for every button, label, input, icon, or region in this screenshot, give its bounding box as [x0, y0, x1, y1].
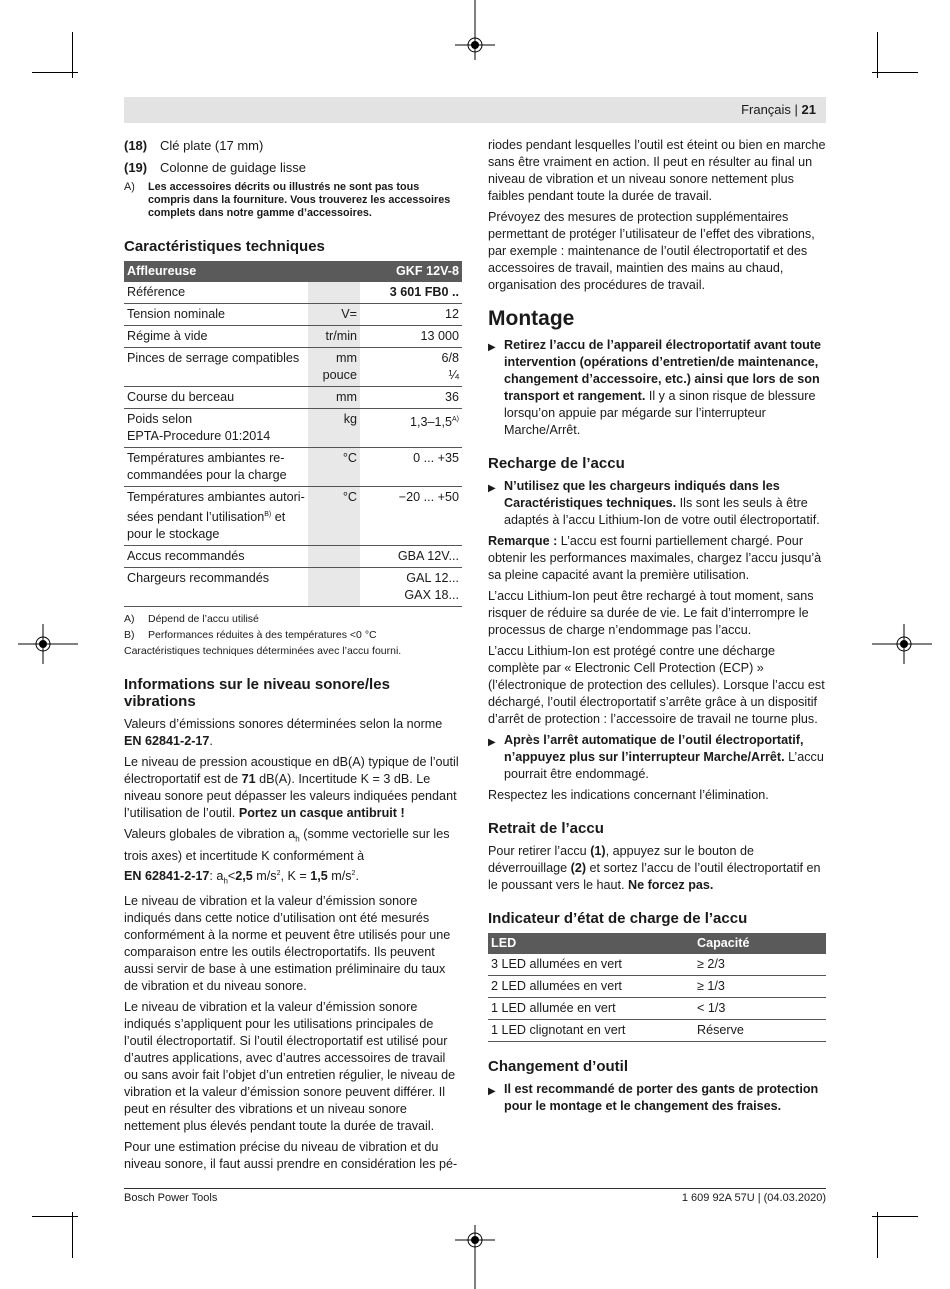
table-row — [124, 409, 462, 448]
page-number: 21 — [801, 102, 816, 117]
crop-mark — [872, 72, 918, 73]
text: : a — [209, 868, 224, 883]
crop-mark — [877, 1212, 878, 1258]
table-header-row — [488, 933, 826, 954]
left-column — [124, 137, 462, 1177]
table-cell: < 1/3 — [694, 998, 826, 1020]
item-number: (18) — [124, 138, 148, 153]
section-title-tech: Caractéristiques techniques — [124, 238, 325, 255]
footnotes — [124, 613, 462, 658]
footnote — [124, 613, 462, 626]
text: < — [227, 868, 236, 883]
note-text: Les accessoires décrits ou illustrés ne sont pas tous compris dans la fourniture. Vous trouverez les accessoires complets dans notre gamme d’accessoires. — [148, 181, 451, 219]
table-row — [124, 304, 462, 326]
table-cell: Régime à vide — [124, 326, 308, 348]
table-row — [124, 448, 462, 487]
table-cell: Chargeurs recommandés — [124, 568, 308, 607]
triangle-bullet-icon: ▶ — [488, 483, 496, 494]
table-cell-unit: mm — [308, 387, 360, 409]
text: m/s — [252, 868, 277, 883]
emphasis: 1,5 — [310, 868, 328, 883]
bullet-item — [488, 1081, 826, 1115]
section-title-retrait: Retrait de l’accu — [488, 820, 604, 837]
registration-mark-right — [872, 624, 932, 664]
emphasis: Après l’arrêt automatique de l’outil électroportatif, n’appuyez plus sur l’interrupteur Marche/Arrêt. — [504, 733, 804, 764]
table-row — [124, 326, 462, 348]
table-row — [124, 568, 462, 607]
table-cell-unit: °C — [308, 487, 360, 546]
subscript: h — [223, 876, 228, 886]
table-cell: ≥ 2/3 — [694, 954, 826, 976]
registration-mark-left — [18, 624, 78, 664]
label-line: Poids selon — [127, 412, 193, 426]
table-cell-value — [360, 568, 462, 607]
footer-docref: 1 609 92A 57U | (04.03.2020) — [681, 1192, 826, 1204]
table-cell-unit — [308, 568, 360, 607]
text: Valeurs d’émissions sonores déterminées selon la norme — [124, 717, 443, 732]
crop-mark — [32, 1216, 78, 1217]
footnote-label: B) — [124, 629, 135, 642]
footnote-label: A) — [124, 613, 135, 626]
table-row — [124, 546, 462, 568]
table-cell-unit: V= — [308, 304, 360, 326]
footnote-text: Performances réduites à des températures <0 °C — [148, 629, 377, 642]
text: m/s — [327, 868, 352, 883]
text: (somme vectorielle sur les trois axes) et incertitude K conformément à — [124, 827, 450, 863]
section-title-noise: Informations sur le niveau sonore/les vibrations — [124, 676, 390, 711]
table-cell-unit: tr/min — [308, 326, 360, 348]
emphasis: Retirez l’accu de l’appareil électroportatif avant toute intervention (opérations d’entretien/de maintenance, changement d’accessoire, etc.) ainsi que lors de son transport et rangement. — [504, 338, 822, 403]
table-cell-unit — [308, 546, 360, 568]
table-cell: 1 LED allumée en vert — [488, 998, 694, 1020]
value-line: 6/8 — [441, 351, 459, 365]
table-cell-unit: °C — [308, 448, 360, 487]
emphasis: Il est recommandé de porter des gants de protection pour le montage et le changement des fraises. — [504, 1082, 819, 1113]
footnote-ref: A) — [452, 416, 459, 423]
label-text: et — [271, 510, 286, 525]
table-row — [124, 387, 462, 409]
paragraph: Pour une estimation précise du niveau de vibration et du niveau sonore, il faut aussi prendre en considération les pé- — [124, 1140, 458, 1172]
table-row — [488, 998, 826, 1020]
table-header-cell: Capacité — [694, 933, 826, 954]
table-cell-value: 36 — [360, 387, 462, 409]
text: dB(A). Incertitude K = 3 dB. Le niveau sonore peut dépasser les valeurs indiquées pendant l’utilisation de l’outil. — [124, 772, 457, 821]
header-text: Français | 21 — [741, 102, 816, 117]
paragraph — [124, 754, 462, 822]
table-cell: Accus recommandés — [124, 546, 308, 568]
table-cell — [124, 409, 308, 448]
text: Valeurs globales de vibration a — [124, 827, 296, 842]
value-text: 1,3–1,5 — [409, 415, 452, 430]
label-line: Températures ambiantes re- — [127, 451, 285, 465]
table-cell-value: 3 601 FB0 .. — [360, 282, 462, 304]
footnote — [124, 629, 462, 642]
footnote-text: Dépend de l’accu utilisé — [148, 613, 259, 626]
table-header-row — [124, 261, 462, 282]
text: L’accu pourrait être endommagé. — [504, 750, 824, 781]
table-cell-value: −20 ... +50 — [360, 487, 462, 546]
table-cell: Référence — [124, 282, 308, 304]
value-line: GAX 18... — [404, 588, 459, 603]
section-title-changement: Changement d’outil — [488, 1058, 628, 1075]
footnote-ref: B) — [264, 511, 272, 518]
table-row — [488, 954, 826, 976]
table-row — [488, 976, 826, 998]
right-column — [488, 137, 826, 1119]
value-line: ¼ — [448, 368, 459, 382]
subscript: h — [295, 834, 300, 844]
crop-mark — [72, 1212, 73, 1258]
standard-ref: EN 62841-2-17 — [124, 734, 210, 749]
table-cell-value: 0 ... +35 — [360, 448, 462, 487]
paragraph: L’accu Lithium-Ion peut être rechargé à tout moment, sans risquer de réduire sa durée de vie. Le fait d’interrompre le processus de charge n’endommage pas l’accu. — [488, 589, 814, 637]
unit-line: pouce — [322, 368, 357, 382]
table-cell-value: GBA 12V... — [360, 546, 462, 568]
accessories-note — [124, 181, 462, 220]
table-cell — [124, 448, 308, 487]
section-title-montage: Montage — [488, 307, 575, 330]
table-cell: ≥ 1/3 — [694, 976, 826, 998]
note-label: A) — [124, 181, 135, 193]
tech-specs-table — [124, 261, 462, 607]
paragraph: Le niveau de vibration et la valeur d’émission sonore indiqués dans cette notice d’utilisation ont été mesurés conformément à la norme et peuvent être utilisés pour une comparaison entre les outils électroportatifs. Ils peuvent aussi servir de base à une estimation préliminaire du taux de vibration et du niveau sonore. — [124, 894, 451, 994]
text: , K = — [280, 868, 311, 883]
table-cell: Course du berceau — [124, 387, 308, 409]
item-number: (19) — [124, 160, 148, 175]
emphasis: Remarque : — [488, 534, 558, 548]
paragraph: Respectez les indications concernant l’élimination. — [488, 788, 769, 802]
text: Ils sont les seuls à être adaptés à l’accu Lithium-Ion de votre outil électroportatif. — [504, 496, 820, 527]
footer-brand: Bosch Power Tools — [124, 1192, 218, 1204]
table-cell — [124, 487, 308, 546]
table-cell-unit — [308, 348, 360, 387]
text: , appuyez sur le bouton de déverrouillage — [488, 844, 755, 875]
registration-mark-top — [455, 0, 495, 70]
table-cell-unit: kg — [308, 409, 360, 448]
table-cell: 1 LED clignotant en vert — [488, 1020, 694, 1042]
label-line: Températures ambiantes autori- — [127, 490, 305, 504]
table-cell-value — [360, 409, 462, 448]
paragraph: Le niveau de vibration et la valeur d’émission sonore indiqués s’appliquent pour les utilisations principales de l’outil électroportatif. Si l’outil électroportatif est utilisé pour d’autres applications, avec d’autres accessoires de travail ou sans avoir fait l’objet d’un entretien régulier, le niveau de vibration et la valeur d’émission sonore peuvent différer. Il peut en résulter des vibrations et un niveau sonore nettement plus élevés pendant toute la durée de travail. — [124, 1000, 456, 1134]
label-line — [127, 506, 305, 526]
bullet-item — [488, 478, 826, 529]
table-row — [124, 348, 462, 387]
crop-mark — [32, 72, 78, 73]
footnote-extra: Caractéristiques techniques déterminées avec l’accu fourni. — [124, 645, 402, 658]
table-cell: Réserve — [694, 1020, 826, 1042]
list-item — [124, 159, 462, 176]
emphasis: 2,5 — [235, 868, 253, 883]
paragraph — [488, 843, 826, 894]
emphasis: (2) — [570, 861, 587, 875]
bullet-item — [488, 337, 826, 439]
led-table — [488, 933, 826, 1042]
table-row — [124, 487, 462, 546]
label-line: EPTA-Procedure 01:2014 — [127, 429, 271, 443]
emphasis: Ne forcez pas. — [628, 878, 714, 892]
table-header-cell: GKF 12V-8 — [360, 261, 462, 282]
section-title-indicateur: Indicateur d’état de charge de l’accu — [488, 910, 748, 927]
label-text: sées pendant l’utilisation — [127, 510, 265, 525]
unit-line: mm — [336, 351, 357, 365]
label-line: commandées pour la charge — [127, 468, 287, 482]
value-line: GAL 12... — [406, 571, 459, 586]
registration-mark-bottom — [455, 1220, 495, 1289]
header-language: Français — [741, 102, 791, 117]
paragraph: Valeurs globales de vibration $a_h$ (somme vectorielle sur les trois axes) et incertitude K conformément à EN 62841-2-17: $a_h<2,5$ $m/s^2$, K = 1,5 $m/s^2$. — [124, 827, 450, 886]
text: Il y a sinon risque de blessure lorsqu’on appuie par mégarde sur l’interrupteur Marche/Arrêt. — [504, 389, 816, 437]
list-item — [124, 137, 462, 154]
bullet-item — [488, 732, 826, 783]
emphasis: (1) — [590, 844, 606, 858]
paragraph: riodes pendant lesquelles l’outil est éteint ou bien en marche sans être vraiment en action. Il peut en résulter au final un niveau de vibration et un niveau sonore nettement plus faibles pendant toute la durée de travail. — [488, 138, 826, 203]
bullet-text — [504, 337, 826, 439]
table-cell: 2 LED allumées en vert — [488, 976, 694, 998]
paragraph — [124, 716, 462, 750]
emphasis: 71 — [241, 772, 256, 787]
paragraph — [488, 533, 826, 584]
triangle-bullet-icon: ▶ — [488, 737, 496, 748]
bullet-text — [504, 478, 826, 529]
item-label: Clé plate (17 mm) — [160, 138, 264, 153]
table-header-cell: LED — [488, 933, 694, 954]
text: L’accu est fourni partiellement chargé. Pour obtenir les performances maximales, chargez l’accu jusqu’à sa pleine capacité avant la première utilisation. — [488, 534, 822, 582]
paragraph: L’accu Lithium-Ion est protégé contre une décharge complète par « Electronic Cell Protection (ECP) » (l’électronique de protection des cellules). Lorsque l’accu est déchargé, l’outil électroportatif s’arrête grâce à un dispositif d’arrêt de protection : l’accessoire de travail ne tourne plus. — [488, 644, 825, 726]
crop-mark — [872, 1216, 918, 1217]
table-cell: Pinces de serrage compatibles — [124, 348, 308, 387]
table-cell-value: 12 — [360, 304, 462, 326]
footer-divider — [124, 1188, 826, 1189]
table-cell: Tension nominale — [124, 304, 308, 326]
label-line: pour le stockage — [127, 527, 220, 542]
table-cell-value — [360, 348, 462, 387]
table-cell: 3 LED allumées en vert — [488, 954, 694, 976]
triangle-bullet-icon: ▶ — [488, 1086, 496, 1097]
text: Pour retirer l’accu — [488, 844, 591, 858]
emphasis: N’utilisez que les chargeurs indiqués dans les Caractéristiques techniques. — [504, 479, 780, 510]
table-row — [488, 1020, 826, 1042]
table-header-cell: Affleureuse — [124, 261, 360, 282]
triangle-bullet-icon: ▶ — [488, 342, 496, 353]
table-cell-unit — [308, 282, 360, 304]
paragraph: Prévoyez des mesures de protection supplémentaires permettant de protéger l’utilisateur de l’effet des vibrations, par exemple : maintenance de l’outil électroportatif et des accessoires de travail, maintien des mains au chaud, organisation des procédures de travail. — [488, 210, 815, 292]
text: Le niveau de pression acoustique en dB(A) typique de l’outil électroportatif est de — [124, 755, 459, 787]
page-header — [124, 97, 826, 123]
text: et sortez l’accu de l’outil électroportatif en le poussant vers le haut. — [488, 861, 821, 892]
item-label: Colonne de guidage lisse — [160, 160, 306, 175]
text: . — [209, 734, 213, 749]
emphasis: Portez un casque antibruit ! — [238, 806, 405, 821]
standard-ref: EN 62841-2-17 — [124, 868, 210, 883]
bullet-text — [504, 732, 826, 783]
section-title-recharge: Recharge de l’accu — [488, 455, 625, 472]
table-cell-value: 13 000 — [360, 326, 462, 348]
table-row — [124, 282, 462, 304]
